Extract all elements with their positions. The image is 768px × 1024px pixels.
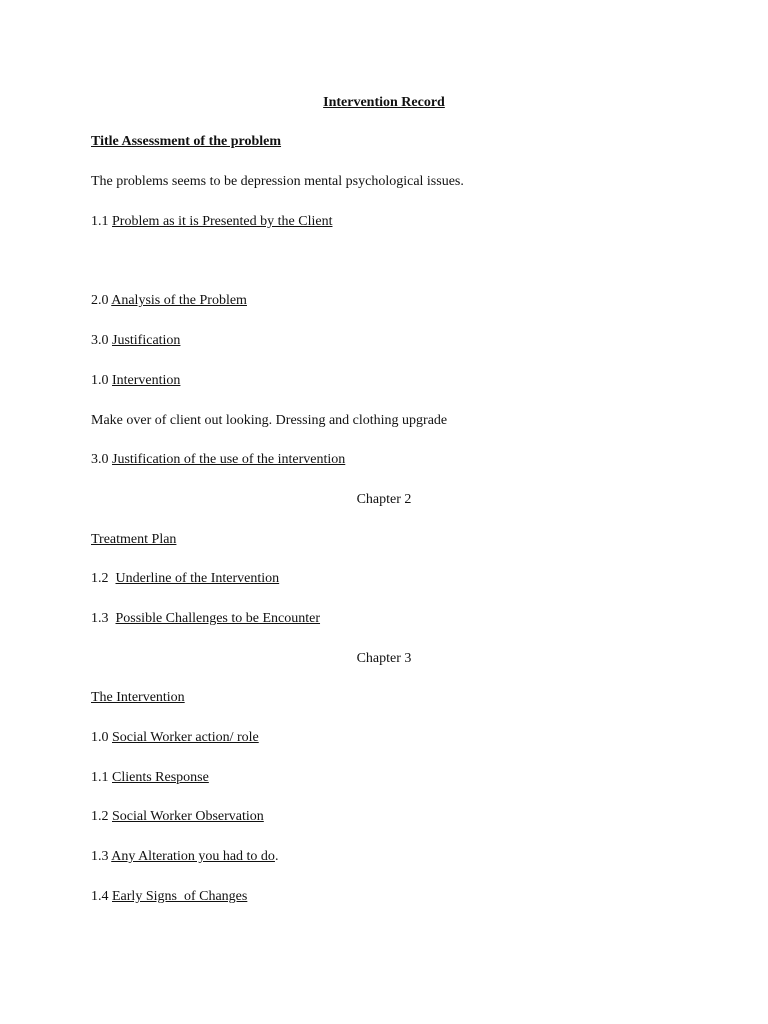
section-1-1: [91, 213, 332, 231]
chapter-3-item-1-3: [91, 848, 278, 866]
chapter-2-title: Chapter 2: [356, 492, 412, 507]
problem-statement: The problems seems to be depression mental psychological issues.: [91, 174, 464, 189]
section-number: 2.0: [91, 293, 112, 308]
chapter-3-item-1-2: [91, 808, 264, 826]
section-number: 1.1: [91, 214, 112, 229]
chapter-3-item-1-1: [91, 769, 209, 787]
section-title: Any Alteration you had to do: [111, 849, 275, 864]
section-3-0-justification-intervention: [91, 451, 345, 469]
chapter-3-item-1-0: [91, 729, 259, 747]
treatment-plan-heading: Treatment Plan: [91, 532, 177, 547]
assessment-heading: Title Assessment of the problem: [91, 134, 282, 149]
intervention-description: Make over of client out looking. Dressing and clothing upgrade: [91, 413, 448, 428]
section-title: Social Worker Observation: [112, 809, 264, 824]
section-number: 1.4: [91, 889, 112, 904]
chapter-2-item-1-3: [91, 610, 320, 628]
section-number: 1.3: [91, 849, 112, 864]
the-intervention-heading: The Intervention: [91, 690, 185, 705]
section-number: 3.0: [91, 452, 112, 467]
section-title: Clients Response: [112, 770, 209, 785]
document-title: Intervention Record: [323, 95, 445, 110]
section-number: 1.0: [91, 373, 112, 388]
section-number: 1.2: [91, 571, 116, 586]
section-number: 1.2: [91, 809, 112, 824]
section-number: 1.0: [91, 730, 112, 745]
section-title: Intervention: [112, 373, 181, 388]
section-title: Problem as it is Presented by the Client: [112, 214, 333, 229]
section-3-0: [91, 332, 180, 350]
section-number: 1.3: [91, 611, 116, 626]
section-1-0: [91, 372, 180, 390]
section-title: Justification: [112, 333, 181, 348]
section-title: Analysis of the Problem: [111, 293, 247, 308]
chapter-3-item-1-4: [91, 888, 247, 906]
section-title: Possible Challenges to be Encounter: [115, 611, 321, 626]
chapter-2-item-1-2: [91, 570, 279, 588]
section-title: Social Worker action/ role: [112, 730, 259, 745]
section-number: 3.0: [91, 333, 112, 348]
section-2-0: [91, 292, 247, 310]
section-title: Justification of the use of the intervention: [112, 452, 346, 467]
chapter-3-title: Chapter 3: [356, 651, 412, 666]
section-suffix: .: [274, 849, 279, 864]
section-title: Underline of the Intervention: [115, 571, 280, 586]
section-number: 1.1: [91, 770, 112, 785]
section-title: Early Signs of Changes: [112, 889, 248, 904]
